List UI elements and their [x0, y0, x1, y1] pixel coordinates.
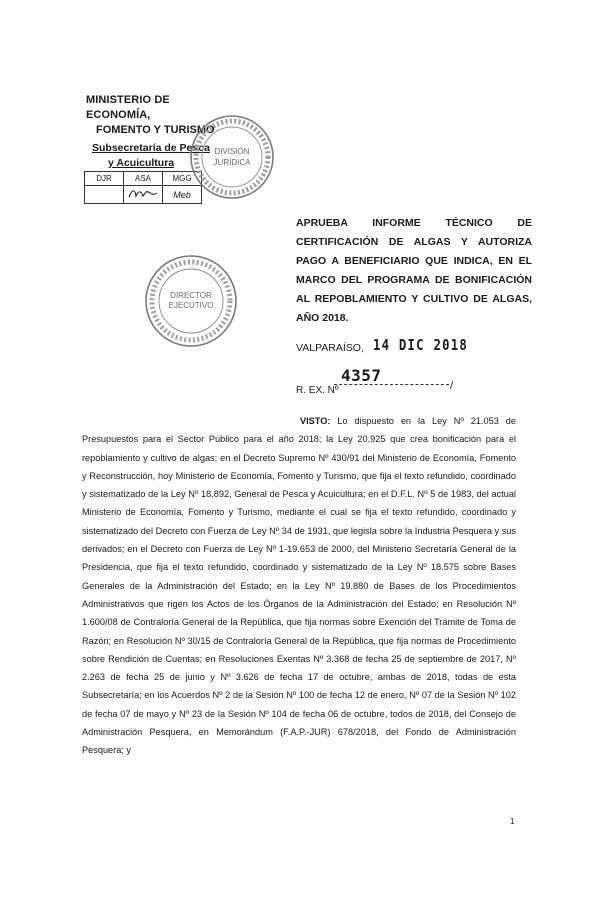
initials-table	[84, 171, 202, 204]
subsecretaria-line1: Subsecretaría de Pesca	[92, 142, 210, 154]
handwritten-initial-icon	[126, 187, 160, 201]
director-ejecutivo-stamp	[143, 253, 239, 349]
place-label: VALPARAÍSO,	[296, 342, 364, 354]
initials-code: DJR	[85, 172, 124, 186]
initials-code: ASA	[124, 172, 163, 186]
initials-mark: Meb	[163, 186, 202, 204]
date-stamp: 14 DIC 2018	[373, 336, 468, 354]
resolution-number: 4357	[341, 366, 382, 385]
initials-mark-signature	[124, 186, 163, 204]
page-number: 1	[510, 817, 515, 826]
division-stamp-text-1: DIVISIÓN	[214, 147, 250, 156]
resolution-number-underline	[334, 384, 449, 385]
resolution-prefix: R. EX. Nº	[296, 385, 339, 396]
resolution-subject: APRUEBA INFORME TÉCNICO DE CERTIFICACIÓN DE ALGAS Y AUTORIZA PAGO A BENEFICIARIO QUE INDICA, EN EL MARCO DEL PROGRAMA DE BONIFICACIÓN AL REPOBLAMIENTO Y CULTIVO DE ALGAS, AÑO 2018.	[296, 217, 532, 324]
resolution-suffix: /	[450, 380, 454, 392]
ministry-name-line2: FOMENTO Y TURISMO	[96, 124, 215, 136]
visto-lead: VISTO:	[300, 416, 331, 426]
initials-mark	[85, 186, 124, 204]
visto-paragraph	[82, 412, 516, 760]
division-stamp-text-2: JURÍDICA	[213, 158, 251, 167]
visto-text: Lo dispuesto en la Ley Nº 21.053 de Presupuestos para el Sector Público para el año 2018; la Ley 20.925 que crea bonificación para el repoblamiento y cultivo de algas; en el Decreto Supremo Nº 430/91 del Ministerio de Economía, Fomento y Reconstrucción, hoy Ministerio de Economía, Fomento y Turismo, que fija el texto refundido, coordinado y sistematizado de la Ley Nº 18.892, General de Pesca y Acuicultura; en el D.F.L. Nº 5 de 1983, del actual Ministerio de Economía, Fomento y Turismo, mediante el cual se fija el texto refundido, coordinado y sistematizado del Decreto con Fuerza de Ley Nº 34 de 1931, que legisla sobre la Industria Pesquera y sus derivados; en el Decreto con Fuerza de Ley Nº 1-19.653 de 2000, del Ministerio Secretaría General de la Presidencia, que fija el texto refundido, coordinado y sistematizado de la Ley Nº 18.575 sobre Bases Generales de la Administración del Estado; en la Ley Nº 19.880 de Bases de los Procedimientos Administrativos que rigen los Actos de los Órganos de la Administración del Estado; en Resolución Nº 1.600/08 de Contraloría General de la República, que fija normas sobre Exención del Trámite de Toma de Razón; en Resolución Nº 30/15 de Contraloría General de la República, que fija normas de Procedimiento sobre Rendición de Cuentas; en Resoluciones Exentas Nº 3.368 de fecha 25 de septiembre de 2017, Nº 2.263 de fecha 25 de junio y Nº 3.626 de fecha 17 de octubre, ambas de 2018, todas de esta Subsecretaría; en los Acuerdos Nº 2 de la Sesión Nº 100 de fecha 12 de enero, Nº 07 de la Sesión Nº 102 de fecha 07 de mayo y Nº 23 de la Sesión Nº 104 de fecha 06 de octubre, todos de 2018, del Consejo de Administración Pesquera, en Memorándum (F.A.P.-JUR) 678/2018, del Fondo de Administración Pesquera; y	[82, 416, 516, 756]
initials-code: MGG	[163, 172, 202, 186]
director-stamp-text-2: EJECUTIVO	[168, 301, 214, 310]
ministry-name-line1: MINISTERIO DE ECONOMÍA,	[86, 94, 170, 121]
subsecretaria-line2: y Acuicultura	[108, 157, 175, 169]
director-stamp-text-1: DIRECTOR	[170, 291, 212, 300]
division-juridica-stamp	[188, 113, 276, 201]
